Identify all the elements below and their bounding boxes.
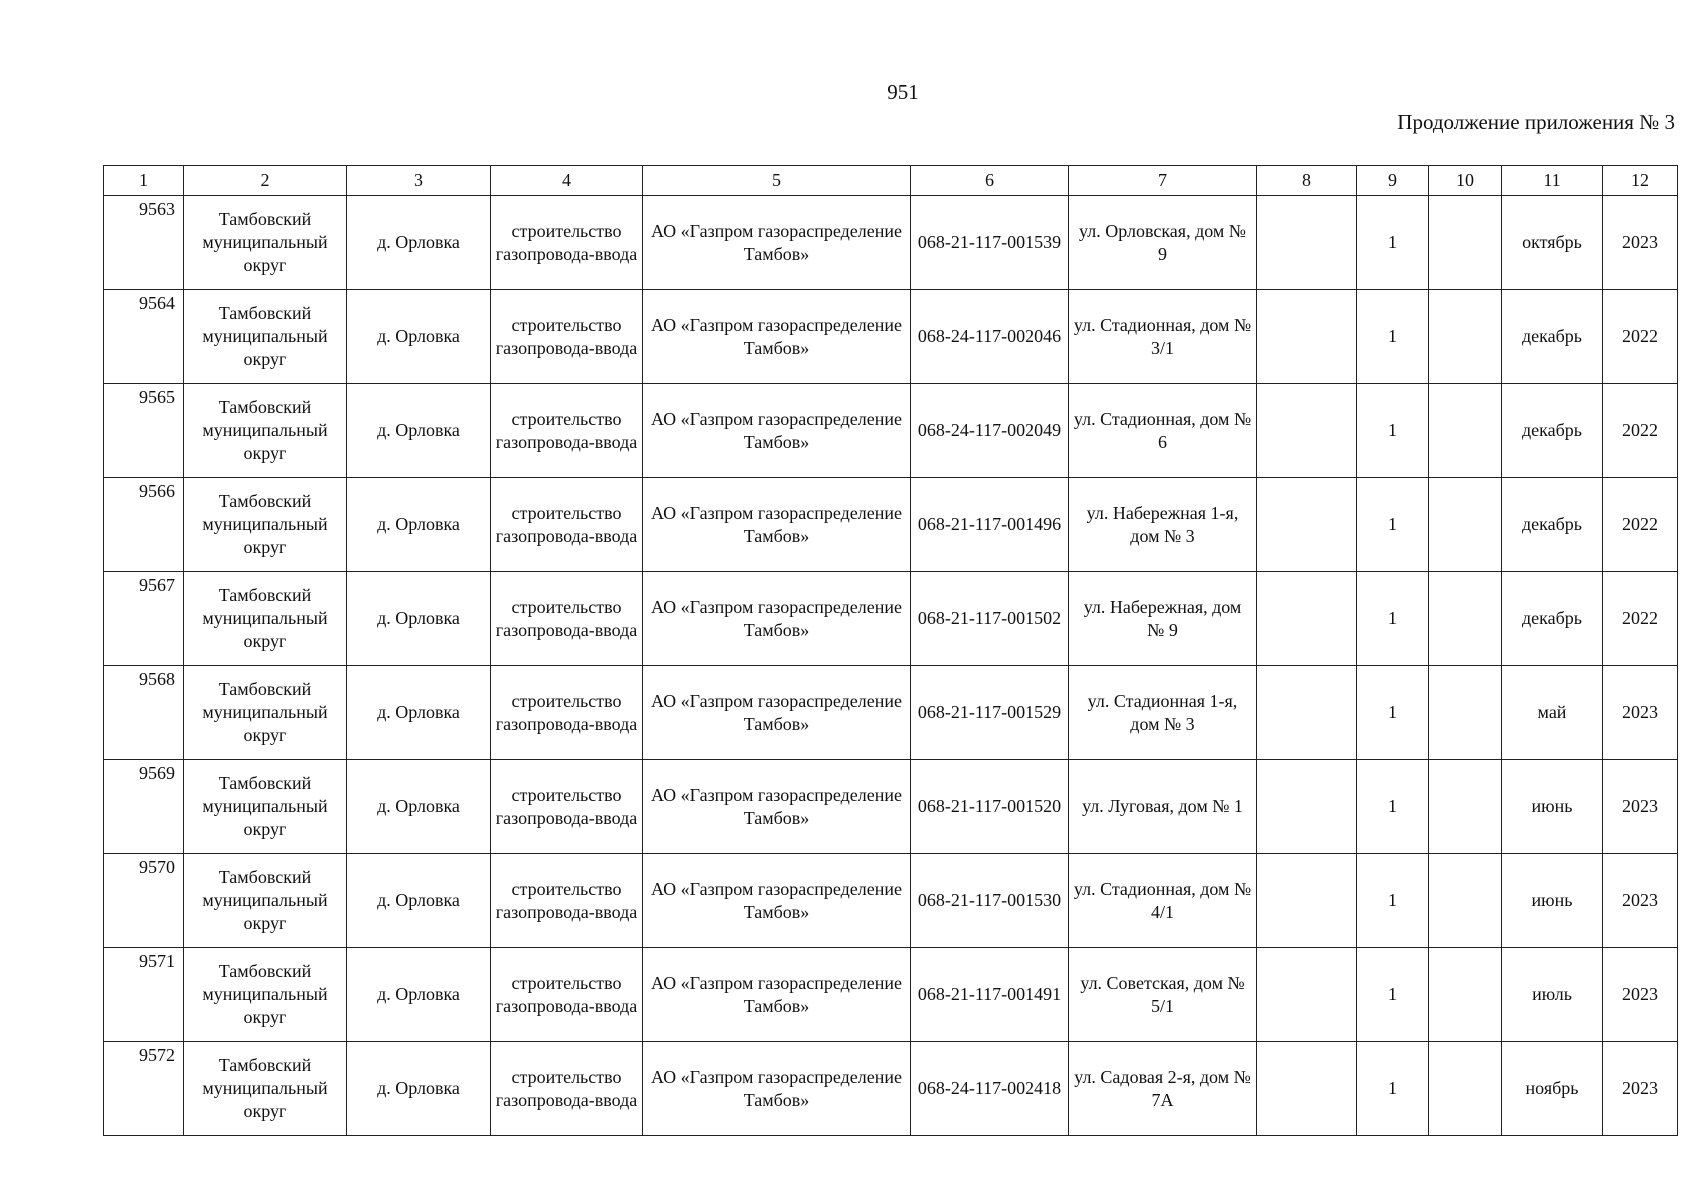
column-8-cell bbox=[1257, 290, 1357, 384]
column-header: 8 bbox=[1257, 166, 1357, 196]
organization-cell: АО «Газпром газораспределение Тамбов» bbox=[643, 948, 911, 1042]
table-row bbox=[104, 760, 1678, 854]
work-type-cell: строительство газопровода-ввода bbox=[491, 760, 643, 854]
year-cell: 2023 bbox=[1603, 760, 1678, 854]
column-header: 10 bbox=[1429, 166, 1502, 196]
district-cell: Тамбовский муниципальный округ bbox=[184, 196, 347, 290]
column-8-cell bbox=[1257, 948, 1357, 1042]
column-10-cell bbox=[1429, 290, 1502, 384]
column-10-cell bbox=[1429, 1042, 1502, 1136]
month-cell: декабрь bbox=[1502, 478, 1603, 572]
organization-cell: АО «Газпром газораспределение Тамбов» bbox=[643, 478, 911, 572]
month-cell: июнь bbox=[1502, 760, 1603, 854]
table-row bbox=[104, 196, 1678, 290]
address-cell: ул. Садовая 2-я, дом № 7А bbox=[1069, 1042, 1257, 1136]
table-row bbox=[104, 1042, 1678, 1136]
row-number: 9572 bbox=[104, 1042, 184, 1136]
row-number: 9568 bbox=[104, 666, 184, 760]
year-cell: 2023 bbox=[1603, 948, 1678, 1042]
organization-cell: АО «Газпром газораспределение Тамбов» bbox=[643, 196, 911, 290]
column-header: 2 bbox=[184, 166, 347, 196]
settlement-cell: д. Орловка bbox=[347, 760, 491, 854]
month-cell: декабрь bbox=[1502, 384, 1603, 478]
column-10-cell bbox=[1429, 760, 1502, 854]
object-code-cell: 068-21-117-001502 bbox=[911, 572, 1069, 666]
column-header: 5 bbox=[643, 166, 911, 196]
column-8-cell bbox=[1257, 384, 1357, 478]
appendix-continuation-heading: Продолжение приложения № 3 bbox=[1397, 110, 1675, 134]
column-header: 11 bbox=[1502, 166, 1603, 196]
work-type-cell: строительство газопровода-ввода bbox=[491, 948, 643, 1042]
district-cell: Тамбовский муниципальный округ bbox=[184, 948, 347, 1042]
object-code-cell: 068-24-117-002418 bbox=[911, 1042, 1069, 1136]
object-code-cell: 068-21-117-001520 bbox=[911, 760, 1069, 854]
address-cell: ул. Стадионная, дом № 6 bbox=[1069, 384, 1257, 478]
district-cell: Тамбовский муниципальный округ bbox=[184, 572, 347, 666]
district-cell: Тамбовский муниципальный округ bbox=[184, 478, 347, 572]
district-cell: Тамбовский муниципальный округ bbox=[184, 854, 347, 948]
column-9-cell: 1 bbox=[1357, 760, 1429, 854]
row-number: 9564 bbox=[104, 290, 184, 384]
column-header: 1 bbox=[104, 166, 184, 196]
work-type-cell: строительство газопровода-ввода bbox=[491, 196, 643, 290]
column-8-cell bbox=[1257, 854, 1357, 948]
organization-cell: АО «Газпром газораспределение Тамбов» bbox=[643, 666, 911, 760]
district-cell: Тамбовский муниципальный округ bbox=[184, 760, 347, 854]
column-9-cell: 1 bbox=[1357, 666, 1429, 760]
row-number: 9567 bbox=[104, 572, 184, 666]
month-cell: июль bbox=[1502, 948, 1603, 1042]
month-cell: декабрь bbox=[1502, 572, 1603, 666]
month-cell: июнь bbox=[1502, 854, 1603, 948]
column-8-cell bbox=[1257, 760, 1357, 854]
row-number: 9566 bbox=[104, 478, 184, 572]
column-10-cell bbox=[1429, 196, 1502, 290]
column-8-cell bbox=[1257, 196, 1357, 290]
column-8-cell bbox=[1257, 572, 1357, 666]
month-cell: октябрь bbox=[1502, 196, 1603, 290]
column-number-row bbox=[104, 166, 1678, 196]
work-type-cell: строительство газопровода-ввода bbox=[491, 854, 643, 948]
settlement-cell: д. Орловка bbox=[347, 948, 491, 1042]
settlement-cell: д. Орловка bbox=[347, 666, 491, 760]
organization-cell: АО «Газпром газораспределение Тамбов» bbox=[643, 1042, 911, 1136]
object-code-cell: 068-24-117-002049 bbox=[911, 384, 1069, 478]
year-cell: 2022 bbox=[1603, 290, 1678, 384]
table-row bbox=[104, 290, 1678, 384]
row-number: 9563 bbox=[104, 196, 184, 290]
year-cell: 2022 bbox=[1603, 478, 1678, 572]
work-type-cell: строительство газопровода-ввода bbox=[491, 572, 643, 666]
settlement-cell: д. Орловка bbox=[347, 478, 491, 572]
column-9-cell: 1 bbox=[1357, 196, 1429, 290]
address-cell: ул. Набережная 1-я, дом № 3 bbox=[1069, 478, 1257, 572]
row-number: 9565 bbox=[104, 384, 184, 478]
column-9-cell: 1 bbox=[1357, 948, 1429, 1042]
object-code-cell: 068-21-117-001530 bbox=[911, 854, 1069, 948]
table-row bbox=[104, 854, 1678, 948]
address-cell: ул. Набережная, дом № 9 bbox=[1069, 572, 1257, 666]
work-type-cell: строительство газопровода-ввода bbox=[491, 384, 643, 478]
work-type-cell: строительство газопровода-ввода bbox=[491, 1042, 643, 1136]
address-cell: ул. Советская, дом № 5/1 bbox=[1069, 948, 1257, 1042]
column-10-cell bbox=[1429, 478, 1502, 572]
object-code-cell: 068-21-117-001491 bbox=[911, 948, 1069, 1042]
organization-cell: АО «Газпром газораспределение Тамбов» bbox=[643, 854, 911, 948]
column-header: 7 bbox=[1069, 166, 1257, 196]
registry-table bbox=[103, 165, 1678, 1136]
year-cell: 2022 bbox=[1603, 572, 1678, 666]
organization-cell: АО «Газпром газораспределение Тамбов» bbox=[643, 572, 911, 666]
column-header: 9 bbox=[1357, 166, 1429, 196]
table-row bbox=[104, 478, 1678, 572]
column-10-cell bbox=[1429, 854, 1502, 948]
work-type-cell: строительство газопровода-ввода bbox=[491, 290, 643, 384]
table-row bbox=[104, 666, 1678, 760]
organization-cell: АО «Газпром газораспределение Тамбов» bbox=[643, 290, 911, 384]
district-cell: Тамбовский муниципальный округ bbox=[184, 1042, 347, 1136]
column-8-cell bbox=[1257, 478, 1357, 572]
year-cell: 2023 bbox=[1603, 1042, 1678, 1136]
work-type-cell: строительство газопровода-ввода bbox=[491, 478, 643, 572]
table-row bbox=[104, 572, 1678, 666]
district-cell: Тамбовский муниципальный округ bbox=[184, 384, 347, 478]
column-10-cell bbox=[1429, 384, 1502, 478]
object-code-cell: 068-21-117-001539 bbox=[911, 196, 1069, 290]
organization-cell: АО «Газпром газораспределение Тамбов» bbox=[643, 760, 911, 854]
address-cell: ул. Стадионная 1-я, дом № 3 bbox=[1069, 666, 1257, 760]
page-number: 951 bbox=[887, 80, 919, 104]
address-cell: ул. Стадионная, дом № 3/1 bbox=[1069, 290, 1257, 384]
column-9-cell: 1 bbox=[1357, 572, 1429, 666]
address-cell: ул. Стадионная, дом № 4/1 bbox=[1069, 854, 1257, 948]
column-header: 3 bbox=[347, 166, 491, 196]
column-9-cell: 1 bbox=[1357, 1042, 1429, 1136]
organization-cell: АО «Газпром газораспределение Тамбов» bbox=[643, 384, 911, 478]
settlement-cell: д. Орловка bbox=[347, 196, 491, 290]
row-number: 9569 bbox=[104, 760, 184, 854]
year-cell: 2023 bbox=[1603, 196, 1678, 290]
column-9-cell: 1 bbox=[1357, 478, 1429, 572]
column-8-cell bbox=[1257, 666, 1357, 760]
settlement-cell: д. Орловка bbox=[347, 384, 491, 478]
column-8-cell bbox=[1257, 1042, 1357, 1136]
settlement-cell: д. Орловка bbox=[347, 854, 491, 948]
column-header: 12 bbox=[1603, 166, 1678, 196]
year-cell: 2023 bbox=[1603, 666, 1678, 760]
object-code-cell: 068-21-117-001529 bbox=[911, 666, 1069, 760]
table-row bbox=[104, 948, 1678, 1042]
row-number: 9571 bbox=[104, 948, 184, 1042]
object-code-cell: 068-24-117-002046 bbox=[911, 290, 1069, 384]
month-cell: май bbox=[1502, 666, 1603, 760]
column-9-cell: 1 bbox=[1357, 854, 1429, 948]
column-9-cell: 1 bbox=[1357, 384, 1429, 478]
column-9-cell: 1 bbox=[1357, 290, 1429, 384]
object-code-cell: 068-21-117-001496 bbox=[911, 478, 1069, 572]
row-number: 9570 bbox=[104, 854, 184, 948]
month-cell: ноябрь bbox=[1502, 1042, 1603, 1136]
column-10-cell bbox=[1429, 666, 1502, 760]
district-cell: Тамбовский муниципальный округ bbox=[184, 666, 347, 760]
column-10-cell bbox=[1429, 948, 1502, 1042]
address-cell: ул. Луговая, дом № 1 bbox=[1069, 760, 1257, 854]
column-header: 4 bbox=[491, 166, 643, 196]
work-type-cell: строительство газопровода-ввода bbox=[491, 666, 643, 760]
column-10-cell bbox=[1429, 572, 1502, 666]
district-cell: Тамбовский муниципальный округ bbox=[184, 290, 347, 384]
address-cell: ул. Орловская, дом № 9 bbox=[1069, 196, 1257, 290]
table-row bbox=[104, 384, 1678, 478]
settlement-cell: д. Орловка bbox=[347, 572, 491, 666]
year-cell: 2023 bbox=[1603, 854, 1678, 948]
year-cell: 2022 bbox=[1603, 384, 1678, 478]
settlement-cell: д. Орловка bbox=[347, 1042, 491, 1136]
month-cell: декабрь bbox=[1502, 290, 1603, 384]
column-header: 6 bbox=[911, 166, 1069, 196]
settlement-cell: д. Орловка bbox=[347, 290, 491, 384]
